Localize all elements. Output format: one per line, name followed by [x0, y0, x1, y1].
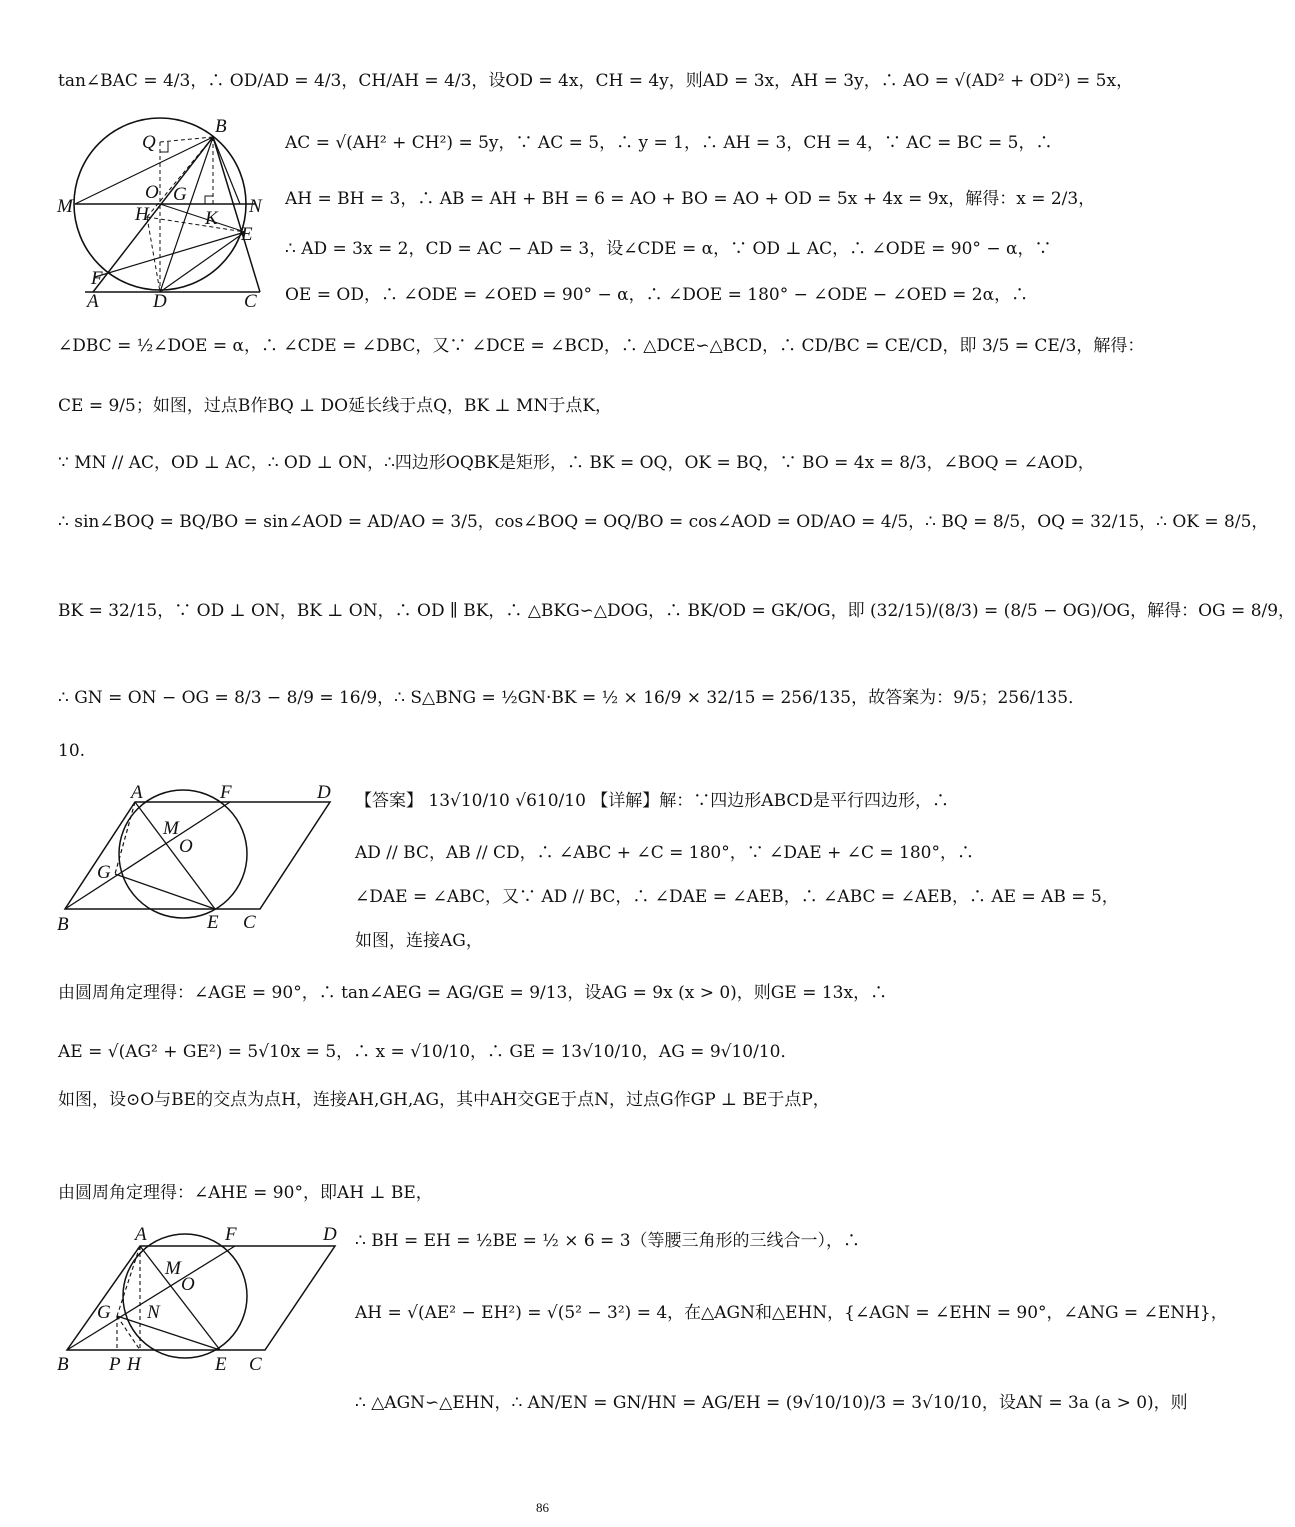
svg-text:H: H: [135, 204, 149, 225]
svg-text:F: F: [225, 1224, 237, 1245]
line-17: 由圆周角定理得：∠AGE = 90°，∴ tan∠AEG = AG/GE = 9/13，设AG = 9x (x > 0)，则GE = 13x，∴: [58, 983, 888, 1003]
svg-text:B: B: [215, 116, 227, 137]
line-14: AD // BC，AB // CD，∴ ∠ABC + ∠C = 180°，∵ ∠DAE + ∠C = 180°，∴: [355, 843, 974, 863]
svg-text:O: O: [145, 182, 159, 203]
svg-text:C: C: [244, 291, 257, 312]
line-20: 由圆周角定理得：∠AHE = 90°，即AH ⊥ BE，: [58, 1183, 433, 1203]
svg-text:C: C: [243, 912, 256, 933]
line-21: ∴ BH = EH = ½BE = ½ × 6 = 3（等腰三角形的三线合一），∴: [355, 1231, 861, 1251]
page-number: 86: [536, 1500, 549, 1515]
svg-text:Q: Q: [142, 132, 156, 153]
svg-text:A: A: [135, 1224, 147, 1245]
line-23: ∴ △AGN∽△EHN，∴ AN/EN = GN/HN = AG/EH = (9√10/10)/3 = 3√10/10，设AN = 3a (a > 0)，则: [355, 1393, 1188, 1413]
line-8: ∵ MN // AC，OD ⊥ AC，∴ OD ⊥ ON，∴四边形OQBK是矩形，∴ BK = OQ，OK = BQ，∵ BO = 4x = 8/3，∠BOQ = ∠AOD，: [58, 453, 1095, 473]
line-9: ∴ sin∠BOQ = BQ/BO = sin∠AOD = AD/AO = 3/5，cos∠BOQ = OQ/BO = cos∠AOD = OD/AO = 4/5，∴ BQ = 8/5，OQ = 32/15，∴ OK = 8/5，: [58, 512, 1269, 532]
svg-text:F: F: [91, 268, 103, 289]
svg-text:F: F: [220, 782, 232, 803]
line-7: CE = 9/5；如图，过点B作BQ ⊥ DO延长线于点Q，BK ⊥ MN于点K，: [58, 396, 613, 416]
svg-text:D: D: [153, 291, 167, 312]
question-number: 10.: [58, 741, 86, 761]
figure-parallelogram-circle: [55, 782, 345, 937]
svg-text:G: G: [97, 1302, 111, 1323]
svg-text:A: A: [131, 782, 143, 803]
line-22: AH = √(AE² − EH²) = √(5² − 3²) = 4，在△AGN和△EHN，{∠AGN = ∠EHN = 90°，∠ANG = ∠ENH}，: [355, 1303, 1228, 1323]
line-1: tan∠BAC = 4/3，∴ OD/AD = 4/3，CH/AH = 4/3，设OD = 4x，CH = 4y，则AD = 3x，AH = 3y，∴ AO = √(AD² + OD²) = 5x，: [58, 71, 1134, 91]
svg-text:N: N: [249, 196, 262, 217]
svg-text:M: M: [165, 1258, 181, 1279]
svg-text:O: O: [179, 836, 193, 857]
answer-line: 【答案】 13√10/10 √610/10 【详解】解：∵四边形ABCD是平行四边形，∴: [355, 791, 950, 811]
line-16: 如图，连接AG，: [355, 931, 483, 951]
svg-text:E: E: [241, 224, 253, 245]
line-4: ∴ AD = 3x = 2，CD = AC − AD = 3，设∠CDE = α，∵ OD ⊥ AC，∴ ∠ODE = 90° − α，∵: [285, 239, 1052, 259]
figure-parallelogram-heights: [55, 1218, 350, 1378]
line-2: AC = √(AH² + CH²) = 5y，∵ AC = 5，∴ y = 1，∴ AH = 3，CH = 4，∵ AC = BC = 5，∴: [285, 133, 1053, 153]
svg-text:N: N: [147, 1302, 160, 1323]
svg-text:E: E: [215, 1354, 227, 1375]
svg-text:E: E: [207, 912, 219, 933]
svg-text:M: M: [163, 818, 179, 839]
svg-text:P: P: [109, 1354, 121, 1375]
line-5: OE = OD，∴ ∠ODE = ∠OED = 90° − α，∴ ∠DOE = 180° − ∠ODE − ∠OED = 2α，∴: [285, 285, 1029, 305]
line-6: ∠DBC = ½∠DOE = α，∴ ∠CDE = ∠DBC，又∵ ∠DCE = ∠BCD，∴ △DCE∽△BCD，∴ CD/BC = CE/CD，即 3/5 = CE/3，解得：: [58, 336, 1145, 356]
svg-text:O: O: [181, 1274, 195, 1295]
svg-text:A: A: [87, 291, 99, 312]
svg-text:G: G: [97, 862, 111, 883]
svg-text:H: H: [127, 1354, 141, 1375]
figure-circle-triangle: [55, 112, 280, 312]
svg-text:B: B: [57, 914, 69, 935]
line-15: ∠DAE = ∠ABC，又∵ AD // BC，∴ ∠DAE = ∠AEB，∴ ∠ABC = ∠AEB，∴ AE = AB = 5，: [355, 887, 1119, 907]
svg-text:C: C: [249, 1354, 262, 1375]
line-11: ∴ GN = ON − OG = 8/3 − 8/9 = 16/9，∴ S△BNG = ½GN·BK = ½ × 16/9 × 32/15 = 256/135，故答案为：9/5；256/135．: [58, 688, 1086, 708]
svg-text:D: D: [317, 782, 331, 803]
svg-text:G: G: [173, 184, 187, 205]
svg-text:M: M: [57, 196, 73, 217]
svg-text:K: K: [205, 208, 218, 229]
svg-text:B: B: [57, 1354, 69, 1375]
line-18: AE = √(AG² + GE²) = 5√10x = 5，∴ x = √10/10，∴ GE = 13√10/10，AG = 9√10/10．: [58, 1042, 798, 1062]
line-19: 如图，设⊙O与BE的交点为点H，连接AH,GH,AG，其中AH交GE于点N，过点G作GP ⊥ BE于点P，: [58, 1090, 830, 1110]
line-3: AH = BH = 3，∴ AB = AH + BH = 6 = AO + BO = AO + OD = 5x + 4x = 9x，解得：x = 2/3，: [285, 189, 1096, 209]
line-10: BK = 32/15，∵ OD ⊥ ON，BK ⊥ ON，∴ OD ∥ BK，∴ △BKG∽△DOG，∴ BK/OD = GK/OG，即 (32/15)/(8/3) = (8/5 − OG)/OG，解得：OG = 8/9，: [58, 601, 1295, 621]
svg-text:D: D: [323, 1224, 337, 1245]
